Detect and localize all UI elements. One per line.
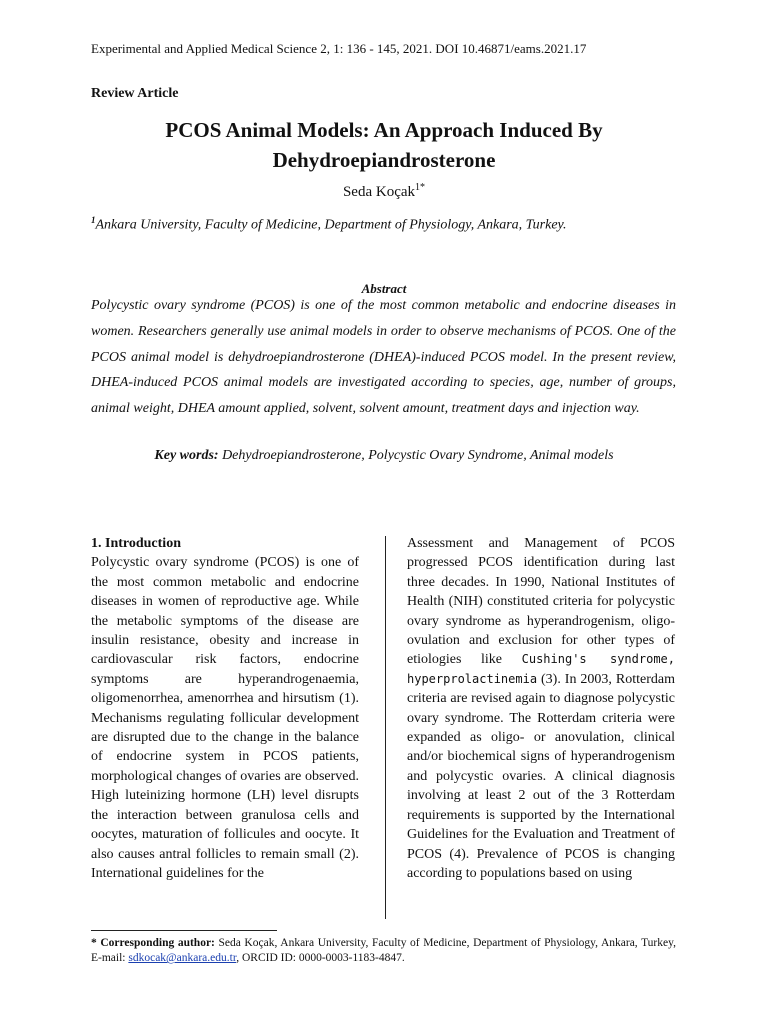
paper-title: [60, 115, 708, 175]
intro-paragraph-right: [407, 534, 675, 883]
keywords-label: Key words:: [154, 448, 219, 463]
footnote: [91, 936, 676, 966]
keywords-text: Dehydroepiandrosterone, Polycystic Ovary Syndrome, Animal models: [222, 448, 614, 463]
title-line-1: PCOS Animal Models: An Approach Induced By: [165, 118, 603, 142]
footnote-text-a: Seda Koçak, Ankara University, Faculty of Medicine, Department of Physiology, Ankara, Turkey, E-mail:: [91, 937, 676, 964]
footnote-text-b: , ORCID ID: 0000-0003-1183-4847.: [236, 952, 405, 964]
column-left: [91, 534, 359, 883]
abstract-text: Polycystic ovary syndrome (PCOS) is one of the most common metabolic and endocrine diseases in women. Researchers generally use animal models in order to observe mechanisms of PCOS. One of the PCOS animal model is dehydroepiandrosterone (DHEA)-induced PCOS model. In the present review, DHEA-induced PCOS animal models are investigated according to species, age, number of groups, animal weight, DHEA amount applied, solvent, solvent amount, treatment days and injection way.: [91, 298, 676, 417]
intro-right-part-b: (3). In 2003, Rotterdam criteria are revised again to diagnose polycystic ovary syndrome. The Rotterdam criteria were expanded as oligo- or anovulation, clinical and/or biochemical signs of hyperandrogenism and polycystic ovaries. A clinical diagnosis involving at least 2 out of the 3 Rotterdam requirements is supported by the International Guidelines for the Evaluation and Treatment of PCOS (4). Prevalence of PCOS is changing according to populations based on using: [407, 671, 675, 881]
intro-right-part-a: Assessment and Management of PCOS progressed PCOS identification during last three decades. In 1990, National Institutes of Health (NIH) constituted criteria for polycystic ovary syndrome as hyperandrogenism, oligo-ovulation and exclusion for other types of etiologies like: [407, 536, 675, 668]
journal-citation: Experimental and Applied Medical Science 2, 1: 136 - 145, 2021. DOI 10.46871/eams.2021.17: [91, 41, 587, 56]
email-link[interactable]: sdkocak@ankara.edu.tr: [128, 952, 237, 964]
author-mark: 1*: [415, 182, 426, 193]
affiliation: [91, 215, 566, 234]
keywords: [0, 448, 768, 464]
footnote-rule: [91, 930, 277, 931]
affiliation-text: Ankara University, Faculty of Medicine, Department of Physiology, Ankara, Turkey.: [95, 217, 567, 233]
intro-right-mono: Cushing's syndrome, hyperprolactinemia: [407, 652, 675, 686]
footnote-label: * Corresponding author:: [91, 937, 215, 949]
title-line-2: Dehydroepiandrosterone: [272, 148, 496, 172]
column-right: [407, 534, 675, 883]
abstract-heading: Abstract: [361, 281, 407, 296]
section-heading-introduction: 1. Introduction: [91, 536, 181, 551]
intro-paragraph-left: Polycystic ovary syndrome (PCOS) is one of the most common metabolic and endocrine diseases in women of reproductive age. While the metabolic symptoms of the disease are insulin resistance, obesity and increase in cardiovascular risk factors, endocrine symptoms are hyperandrogenaemia, oligomenorrhea, amenorrhea and hirsutism (1). Mechanisms regulating follicular development are disrupted due to the change in the balance of endocrine system in PCOS patients, morphological changes of ovaries are observed. High luteinizing hormone (LH) level disrupts the interaction between granulosa cells and oocytes, maturation of follicules and oocyte. It also causes antral follicles to remain small (2). International guidelines for the: [91, 555, 359, 881]
author-line: [0, 182, 768, 201]
column-divider: [385, 536, 386, 919]
author-name: Seda Koçak: [342, 184, 416, 200]
affiliation-mark: 1: [91, 215, 96, 225]
article-type: Review Article: [91, 86, 179, 101]
